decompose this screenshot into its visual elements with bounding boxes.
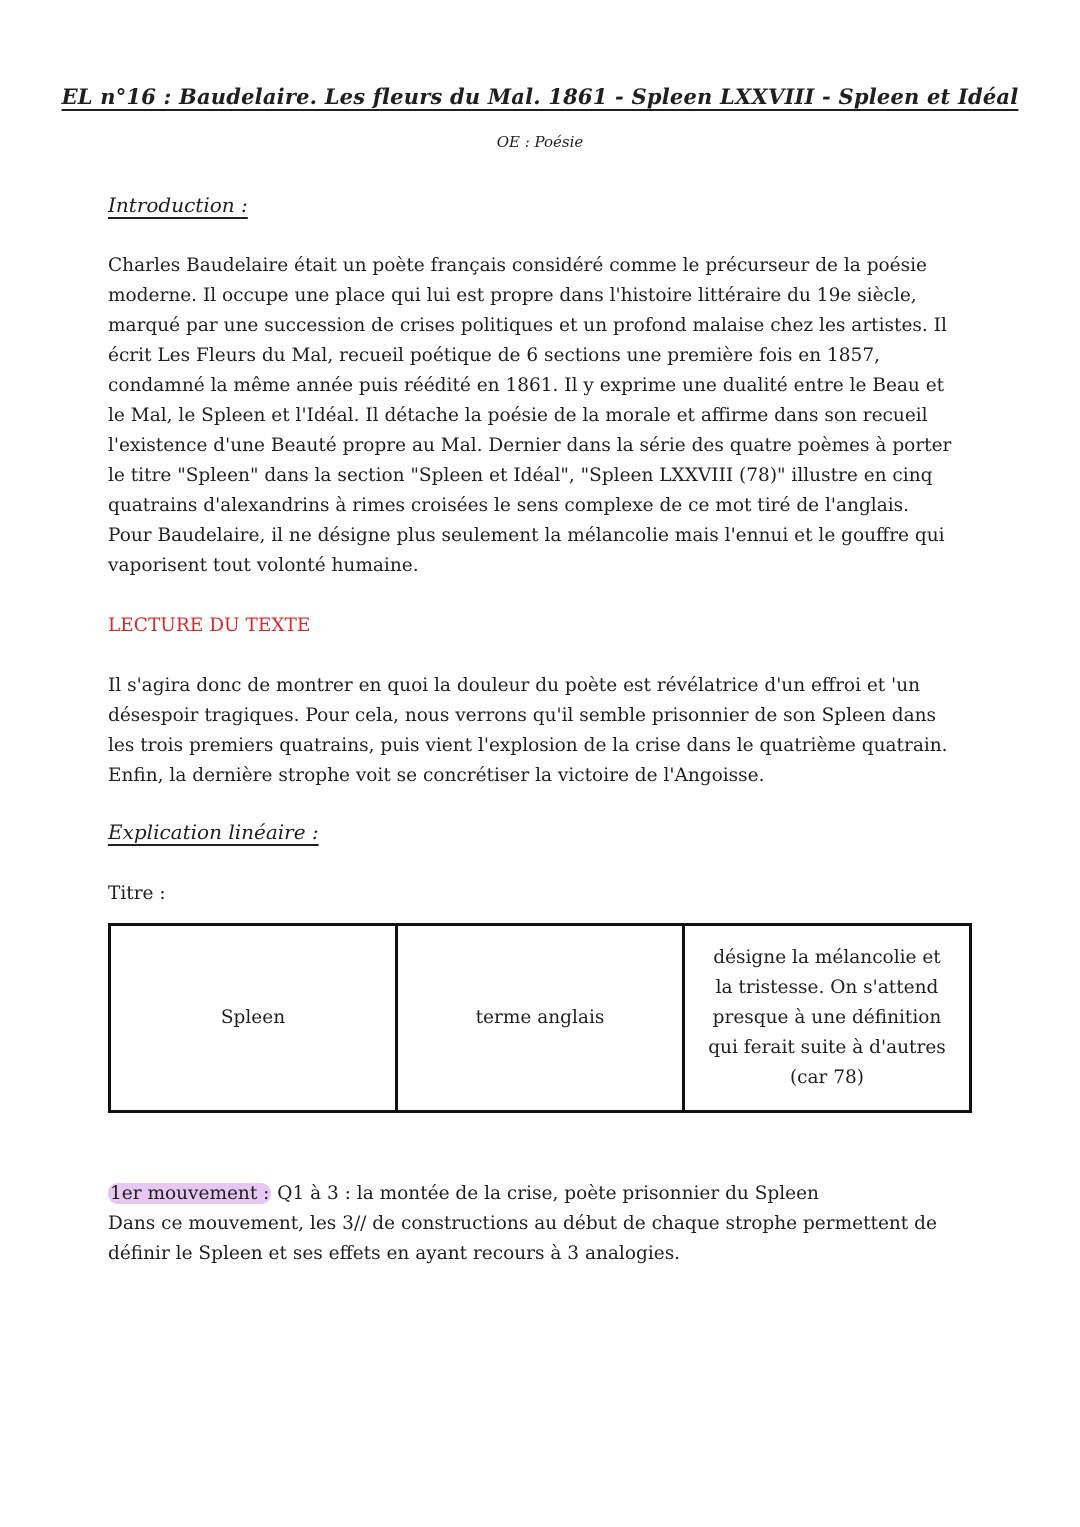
introduction-line: Charles Baudelaire était un poète français considéré comme le précurseur de la poésie bbox=[108, 255, 927, 276]
problematique-line: les trois premiers quatrains, puis vient l'explosion de la crise dans le quatrième quatrain. bbox=[108, 735, 948, 756]
introduction-line: marqué par une succession de crises politiques et un profond malaise chez les artistes. Il bbox=[108, 315, 947, 336]
mouvement-title-line bbox=[108, 1179, 988, 1209]
explication-heading: Explication linéaire : bbox=[108, 820, 319, 844]
introduction-heading: Introduction : bbox=[108, 193, 248, 217]
mouvement-label: 1er mouvement : bbox=[110, 1183, 270, 1204]
title-analysis-table bbox=[108, 923, 972, 1113]
introduction-line: quatrains d'alexandrins à rimes croisées le sens complexe de ce mot tiré de l'anglais. bbox=[108, 495, 910, 516]
mouvement-section bbox=[108, 1179, 988, 1269]
table-meaning-line: désigne la mélancolie et bbox=[713, 947, 941, 968]
introduction-paragraph bbox=[108, 251, 988, 581]
problematique-line: Il s'agira donc de montrer en quoi la douleur du poète est révélatrice d'un effroi et 'un bbox=[108, 675, 921, 696]
document-subtitle: OE : Poésie bbox=[496, 133, 584, 151]
mouvement-title: Q1 à 3 : la montée de la crise, poète prisonnier du Spleen bbox=[271, 1183, 819, 1204]
introduction-line: vaporisent tout volonté humaine. bbox=[108, 555, 419, 576]
introduction-line: le titre "Spleen" dans la section "Spleen et Idéal", "Spleen LXXVIII (78)" illustre en cinq bbox=[108, 465, 933, 486]
table-cell-meaning bbox=[682, 926, 969, 1110]
problematique-paragraph bbox=[108, 671, 988, 791]
introduction-line: moderne. Il occupe une place qui lui est propre dans l'histoire littéraire du 19e siècle, bbox=[108, 285, 917, 306]
lecture-du-texte-label: LECTURE DU TEXTE bbox=[108, 615, 311, 636]
introduction-line: écrit Les Fleurs du Mal, recueil poétique de 6 sections une première fois en 1857, bbox=[108, 345, 880, 366]
table-cell-word bbox=[111, 926, 395, 1110]
table-meaning-line: qui ferait suite à d'autres bbox=[708, 1037, 946, 1058]
table-meaning-line: la tristesse. On s'attend bbox=[715, 977, 939, 998]
introduction-line: Pour Baudelaire, il ne désigne plus seulement la mélancolie mais l'ennui et le gouffre qui bbox=[108, 525, 945, 546]
problematique-line: désespoir tragiques. Pour cela, nous verrons qu'il semble prisonnier de son Spleen dans bbox=[108, 705, 937, 726]
introduction-line: condamné la même année puis réédité en 1861. Il y exprime une dualité entre le Beau et bbox=[108, 375, 945, 396]
document-title: EL n°16 : Baudelaire. Les fleurs du Mal. 1861 - Spleen LXXVIII - Spleen et Idéal bbox=[61, 84, 1019, 109]
problematique-line: Enfin, la dernière strophe voit se concrétiser la victoire de l'Angoisse. bbox=[108, 765, 765, 786]
mouvement-line: définir le Spleen et ses effets en ayant recours à 3 analogies. bbox=[108, 1243, 681, 1264]
table-cell-origin bbox=[395, 926, 682, 1110]
table-cell-word-text: Spleen bbox=[220, 1007, 286, 1028]
table-cell-origin-text: terme anglais bbox=[475, 1007, 605, 1028]
introduction-line: l'existence d'une Beauté propre au Mal. Dernier dans la série des quatre poèmes à porter bbox=[108, 435, 952, 456]
table-meaning-line: presque à une définition bbox=[712, 1007, 942, 1028]
titre-label: Titre : bbox=[108, 883, 166, 904]
introduction-line: le Mal, le Spleen et l'Idéal. Il détache la poésie de la morale et affirme dans son recueil bbox=[108, 405, 928, 426]
table-meaning-line: (car 78) bbox=[789, 1067, 865, 1088]
mouvement-line: Dans ce mouvement, les 3// de constructions au début de chaque strophe permettent de bbox=[108, 1213, 937, 1234]
